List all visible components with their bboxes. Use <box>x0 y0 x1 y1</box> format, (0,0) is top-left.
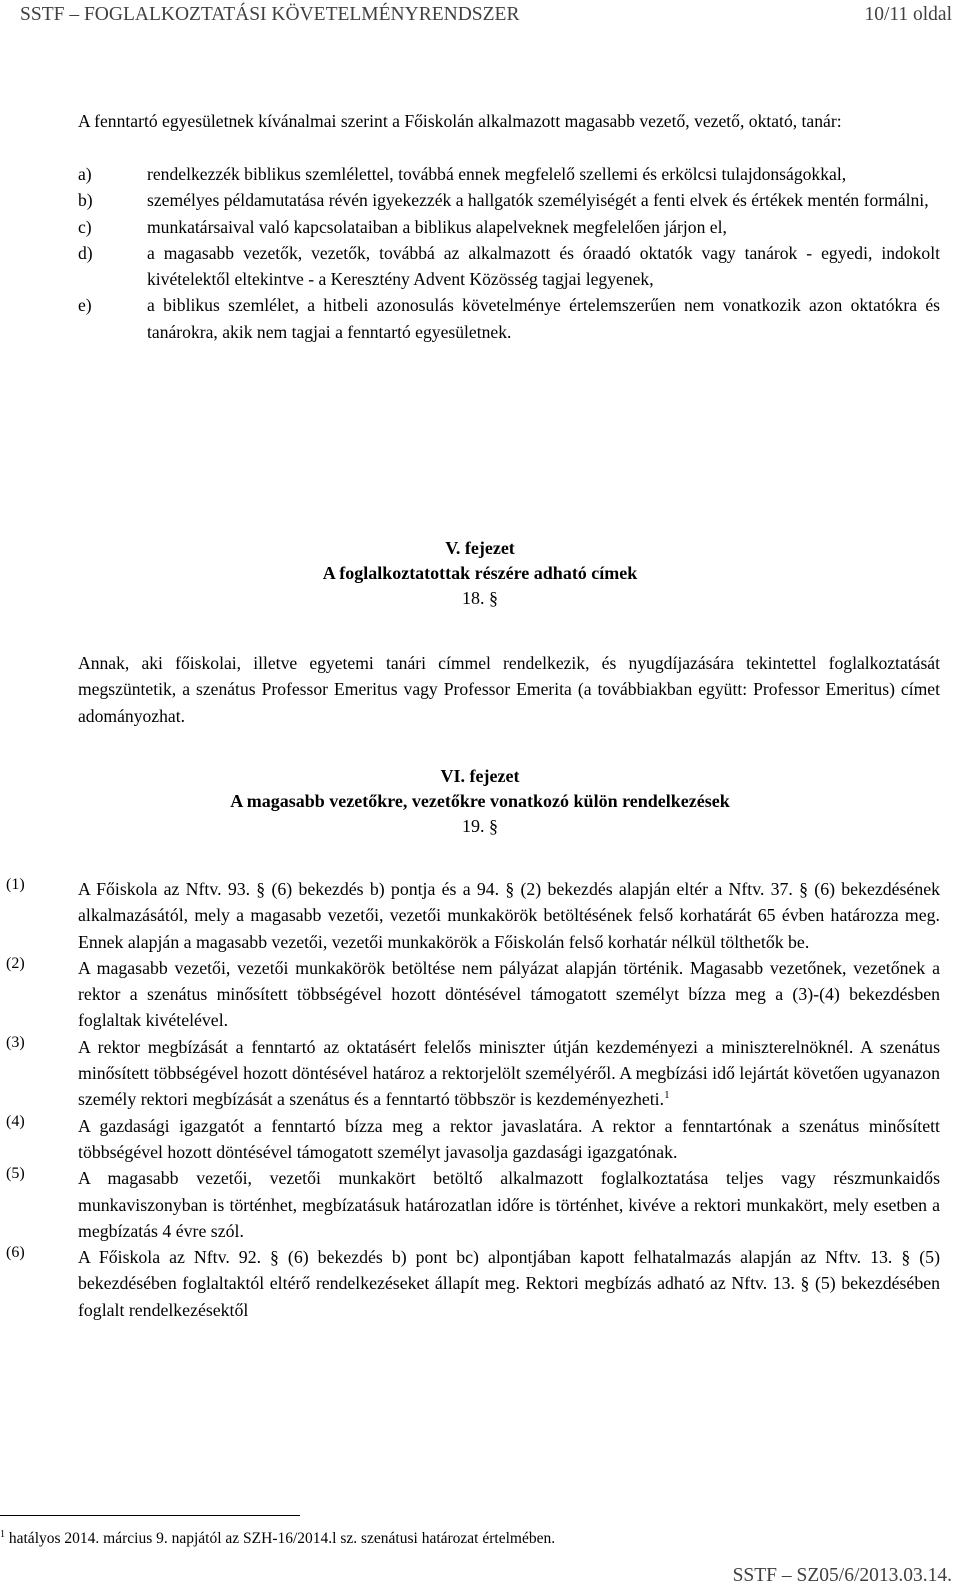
footnote-reference[interactable]: 1 <box>664 1089 670 1102</box>
footnote-number: 1 <box>0 1528 5 1540</box>
list-item-text: a biblikus szemlélet, a hitbeli azonosulás követelménye értelemszerűen nem vonatkozik azon oktatókra és tanárokra, akik nem tagjai a fenntartó egyesületnek. <box>147 295 940 342</box>
list-item <box>6 1034 940 1113</box>
chapter-title: A foglalkoztatottak részére adható címek <box>322 563 638 583</box>
chapter-5-heading <box>0 536 960 611</box>
list-item <box>6 876 940 955</box>
page-header <box>20 4 952 26</box>
provision-number: (5) <box>6 1165 25 1183</box>
numbered-provisions <box>6 876 940 1323</box>
provision-number: (4) <box>6 1112 25 1130</box>
chapter-number: V. fejezet <box>445 538 515 558</box>
chapter-number: VI. fejezet <box>440 766 520 786</box>
provision-number: (2) <box>6 954 25 972</box>
list-item-label: d) <box>78 242 93 263</box>
list-item <box>6 955 940 1034</box>
list-item <box>78 240 940 293</box>
list-item-label: b) <box>78 190 93 211</box>
list-item <box>78 292 940 345</box>
list-item-text: munkatársaival való kapcsolataiban a biblikus alapelveknek megfelelően járjon el, <box>147 216 727 237</box>
provision-text: A gazdasági igazgatót a fenntartó bízza meg a rektor javaslatára. A rektor a fenntartónak a szenátus minősített többségével hozott döntésével támogatott személyt javasolja gazdasági igazgatónak. <box>78 1115 940 1162</box>
footnote <box>0 1530 555 1548</box>
page-footer: SSTF – SZ05/6/2013.03.14. <box>732 1565 952 1586</box>
list-item-text: rendelkezzék biblikus szemlélettel, továbbá ennek megfelelő szellemi és erkölcsi tulajdonságokkal, <box>147 164 847 184</box>
provision-text: A magasabb vezetői, vezetői munkakörök betöltése nem pályázat alapján történik. Magasabb vezetőnek, vezetőnek a rektor a szenátus minősített többségével hozott döntésével támogatott személyt bízza meg a (3)-(4) bekezdésben foglaltak kivételével. <box>78 957 940 1031</box>
provision-number: (3) <box>6 1033 25 1051</box>
footnote-text: hatályos 2014. március 9. napjától az SZH-16/2014.l sz. szenátusi határozat értelmében. <box>8 1530 556 1547</box>
page-number: 10/11 oldal <box>864 4 952 25</box>
list-item <box>6 1244 940 1323</box>
list-item <box>6 1165 940 1244</box>
list-item <box>78 187 940 213</box>
provision-text: A Főiskola az Nftv. 92. § (6) bekezdés b) pont bc) alpontjában kapott felhatalmazás alapján az Nftv. 13. § (5) bekezdésében foglaltaktól eltérő rendelkezéseket állapít meg. Rektori megbízás adható az Nftv. 13. § (5) bekezdésében foglalt rendelkezésektől <box>78 1247 940 1320</box>
provision-text: A Főiskola az Nftv. 93. § (6) bekezdés b) pontja és a 94. § (2) bekezdés alapján eltér a Nftv. 37. § (6) bekezdésének alkalmazásától, mely a magasabb vezetői, vezetői munkakörök betöltésének felső korhatárát 65 évben határozza meg. Ennek alapján a magasabb vezetői, vezetői munkakörök a Főiskolán felső korhatár nélkül tölthetők be. <box>78 879 940 952</box>
provision-text: A rektor megbízását a fenntartó az oktatásért felelős miniszter útján kezdeményezi a miniszterelnöknél. A szenátus minősített többségével hozott döntésével határoz a rektorjelölt személyéről. A megbízási idő lejártát követően ugyanazon személy rektori megbízását a szenátus és a fenntartó többször is kezdeményezheti. <box>78 1036 940 1110</box>
document-title: SSTF – FOGLALKOZTATÁSI KÖVETELMÉNYRENDSZER <box>20 4 520 25</box>
intro-text: A fenntartó egyesületnek kívánalmai szerint a Főiskolán alkalmazott magasabb vezető, vezető, oktató, tanár: <box>78 111 842 131</box>
chapter-title: A magasabb vezetőkre, vezetőkre vonatkozó külön rendelkezések <box>230 791 730 811</box>
section-number: 18. § <box>462 588 498 608</box>
list-item-label: e) <box>78 295 92 316</box>
list-item-text: a magasabb vezetők, vezetők, továbbá az alkalmazott és óraadó oktatók vagy tanárok - egyedi, indokolt kivételektől eltekintve - a Keresztény Advent Közösség tagjai legyenek, <box>147 242 940 290</box>
list-item <box>6 1113 940 1166</box>
provision-number: (1) <box>6 876 25 893</box>
provision-text: A magasabb vezetői, vezetői munkakört betöltő alkalmazott foglalkoztatása teljes vagy részmunkaidős munkaviszonyban is történhet, megbízatásuk határozatlan időre is történhet, kivéve a rektori munkakört, mely esetben a megbízatás 4 évre szól. <box>78 1168 940 1241</box>
list-item-text: személyes példamutatása révén igyekezzék a hallgatók személyiségét a fenti elvek és értékek mentén formálni, <box>147 190 929 211</box>
list-item-label: a) <box>78 164 92 184</box>
chapter-6-heading <box>0 764 960 839</box>
provision-number: (6) <box>6 1244 25 1262</box>
footnote-divider <box>0 1515 300 1516</box>
section-number: 19. § <box>462 816 498 836</box>
list-item-label: c) <box>78 216 92 237</box>
list-item <box>78 214 940 240</box>
requirements-list <box>78 161 940 345</box>
section-18-paragraph: Annak, aki főiskolai, illetve egyetemi tanári címmel rendelkezik, és nyugdíjazására tekintettel foglalkoztatását megszüntetik, a szenátus Professor Emeritus vagy Professor Emerita (a továbbiakban együtt: Professor Emeritus) címet adományozhat. <box>78 653 940 726</box>
list-item <box>78 161 940 187</box>
intro-paragraph <box>78 108 940 134</box>
provision-text-wrapper <box>78 1034 940 1113</box>
